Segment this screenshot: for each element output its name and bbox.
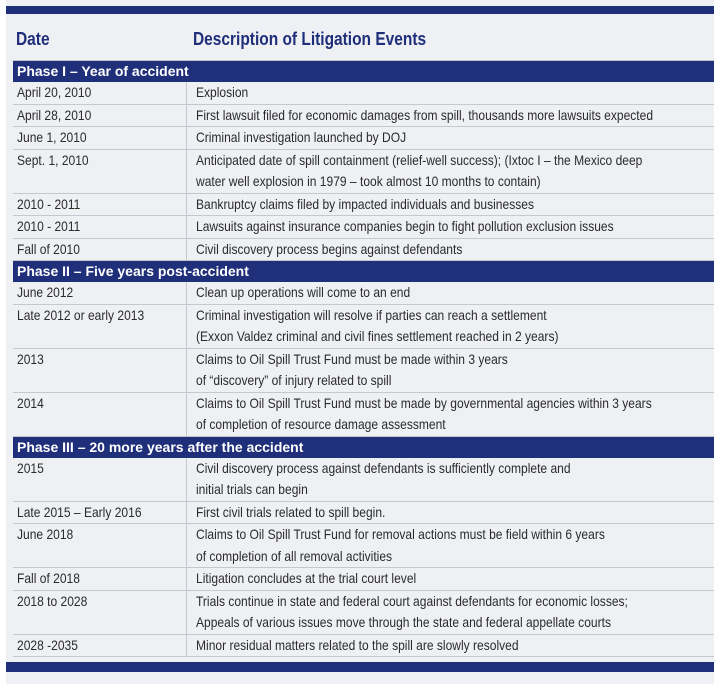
event-date (13, 127, 187, 149)
event-date-text: Fall of 2018 (17, 570, 80, 586)
event-description (187, 105, 714, 127)
table-row (13, 524, 714, 568)
event-date (13, 150, 187, 193)
event-date-text: April 20, 2010 (17, 84, 92, 100)
event-date (13, 216, 187, 238)
event-description-line: of “discovery” of injury related to spill (196, 372, 392, 388)
event-description (187, 524, 714, 567)
event-description-line: Civil discovery process against defendants is sufficiently complete and (196, 459, 571, 476)
event-date (13, 282, 187, 304)
event-description (187, 82, 714, 104)
event-date (13, 458, 187, 501)
event-description-line: Claims to Oil Spill Trust Fund must be made within 3 years (196, 350, 508, 367)
event-date-text: 2018 to 2028 (17, 592, 88, 609)
event-date-text: 2015 (17, 459, 44, 476)
phase-heading: Phase I – Year of accident (13, 61, 714, 82)
event-description (187, 194, 714, 216)
event-date (13, 635, 187, 657)
event-description-line: Civil discovery process begins against defendants (196, 240, 463, 257)
event-description (187, 393, 714, 436)
table-header (6, 22, 714, 56)
timeline-table (13, 60, 714, 657)
event-date-text: Late 2015 – Early 2016 (17, 503, 142, 520)
event-date-text: June 2018 (17, 526, 74, 542)
table-row (13, 282, 714, 305)
event-date (13, 105, 187, 127)
event-date (13, 305, 187, 348)
event-description-line: of completion of resource damage assessment (196, 416, 446, 432)
event-description-line: First lawsuit filed for economic damages from spill, thousands more lawsuits expected (196, 106, 654, 123)
event-description-line: Clean up operations will come to an end (196, 284, 411, 300)
event-description-line: Explosion (196, 84, 249, 100)
event-date-text: 2010 - 2011 (17, 195, 81, 212)
event-date-text: Fall of 2010 (17, 240, 80, 257)
event-description (187, 502, 714, 524)
event-description (187, 635, 714, 657)
table-row (13, 150, 714, 194)
event-date (13, 393, 187, 436)
event-date-text: June 2012 (17, 284, 74, 300)
table-row (13, 127, 714, 150)
event-date (13, 524, 187, 567)
event-date (13, 591, 187, 634)
event-description-line: Minor residual matters related to the spill are slowly resolved (196, 636, 519, 653)
event-description-line: initial trials can begin (196, 481, 308, 497)
event-date-text: 2028 -2035 (17, 636, 78, 653)
table-row (13, 349, 714, 393)
table-row (13, 194, 714, 217)
event-description (187, 150, 714, 193)
event-description-line: Criminal investigation launched by DOJ (196, 129, 407, 145)
event-date (13, 194, 187, 216)
event-description-line: Claims to Oil Spill Trust Fund must be made by governmental agencies within 3 years (196, 394, 652, 411)
event-description-line: Appeals of various issues move through the state and federal appellate courts (196, 614, 611, 630)
event-date-text: 2013 (17, 350, 44, 367)
event-description-line: Criminal investigation will resolve if parties can reach a settlement (196, 306, 547, 323)
event-description-line: Claims to Oil Spill Trust Fund for removal actions must be field within 6 years (196, 526, 605, 542)
event-description-line: Lawsuits against insurance companies begin to fight pollution exclusion issues (196, 218, 614, 234)
event-description (187, 216, 714, 238)
top-accent-bar (6, 6, 714, 14)
event-date-text: April 28, 2010 (17, 106, 92, 123)
table-row (13, 393, 714, 437)
event-description-line: water well explosion in 1979 – took almost 10 months to contain) (196, 173, 541, 189)
event-description (187, 349, 714, 392)
table-row (13, 502, 714, 525)
table-row (13, 591, 714, 635)
table-row (13, 82, 714, 105)
event-description (187, 127, 714, 149)
event-description-line: Trials continue in state and federal court against defendants for economic losses; (196, 592, 628, 609)
event-description (187, 458, 714, 501)
header-description: Description of Litigation Events (193, 29, 427, 49)
event-date-text: 2014 (17, 394, 44, 411)
event-description (187, 282, 714, 304)
event-description (187, 591, 714, 634)
bottom-accent-bar (6, 662, 714, 672)
table-row (13, 568, 714, 591)
event-description-line: Litigation concludes at the trial court level (196, 570, 417, 586)
litigation-timeline-panel (6, 0, 714, 684)
event-description-line: of completion of all removal activities (196, 547, 393, 564)
table-row (13, 216, 714, 239)
event-description-line: (Exxon Valdez criminal and civil fines settlement reached in 2 years) (196, 328, 559, 344)
event-description (187, 568, 714, 590)
table-row (13, 239, 714, 262)
event-description (187, 239, 714, 261)
event-description (187, 305, 714, 348)
table-row (13, 635, 714, 658)
event-description-line: First civil trials related to spill begin. (196, 503, 386, 520)
event-date-text: Sept. 1, 2010 (17, 151, 89, 168)
event-date (13, 82, 187, 104)
phase-heading: Phase III – 20 more years after the accident (13, 437, 714, 458)
table-row (13, 305, 714, 349)
event-date (13, 568, 187, 590)
event-date (13, 502, 187, 524)
phase-heading: Phase II – Five years post-accident (13, 261, 714, 282)
table-row (13, 458, 714, 502)
event-description-line: Bankruptcy claims filed by impacted individuals and businesses (196, 195, 534, 212)
header-date: Date (16, 29, 50, 49)
table-row (13, 105, 714, 128)
event-date-text: 2010 - 2011 (17, 218, 81, 234)
event-date-text: June 1, 2010 (17, 129, 87, 145)
event-description-line: Anticipated date of spill containment (relief-well success); (Ixtoc I – the Mexico deep (196, 151, 643, 168)
event-date (13, 239, 187, 261)
event-date-text: Late 2012 or early 2013 (17, 306, 145, 323)
event-date (13, 349, 187, 392)
